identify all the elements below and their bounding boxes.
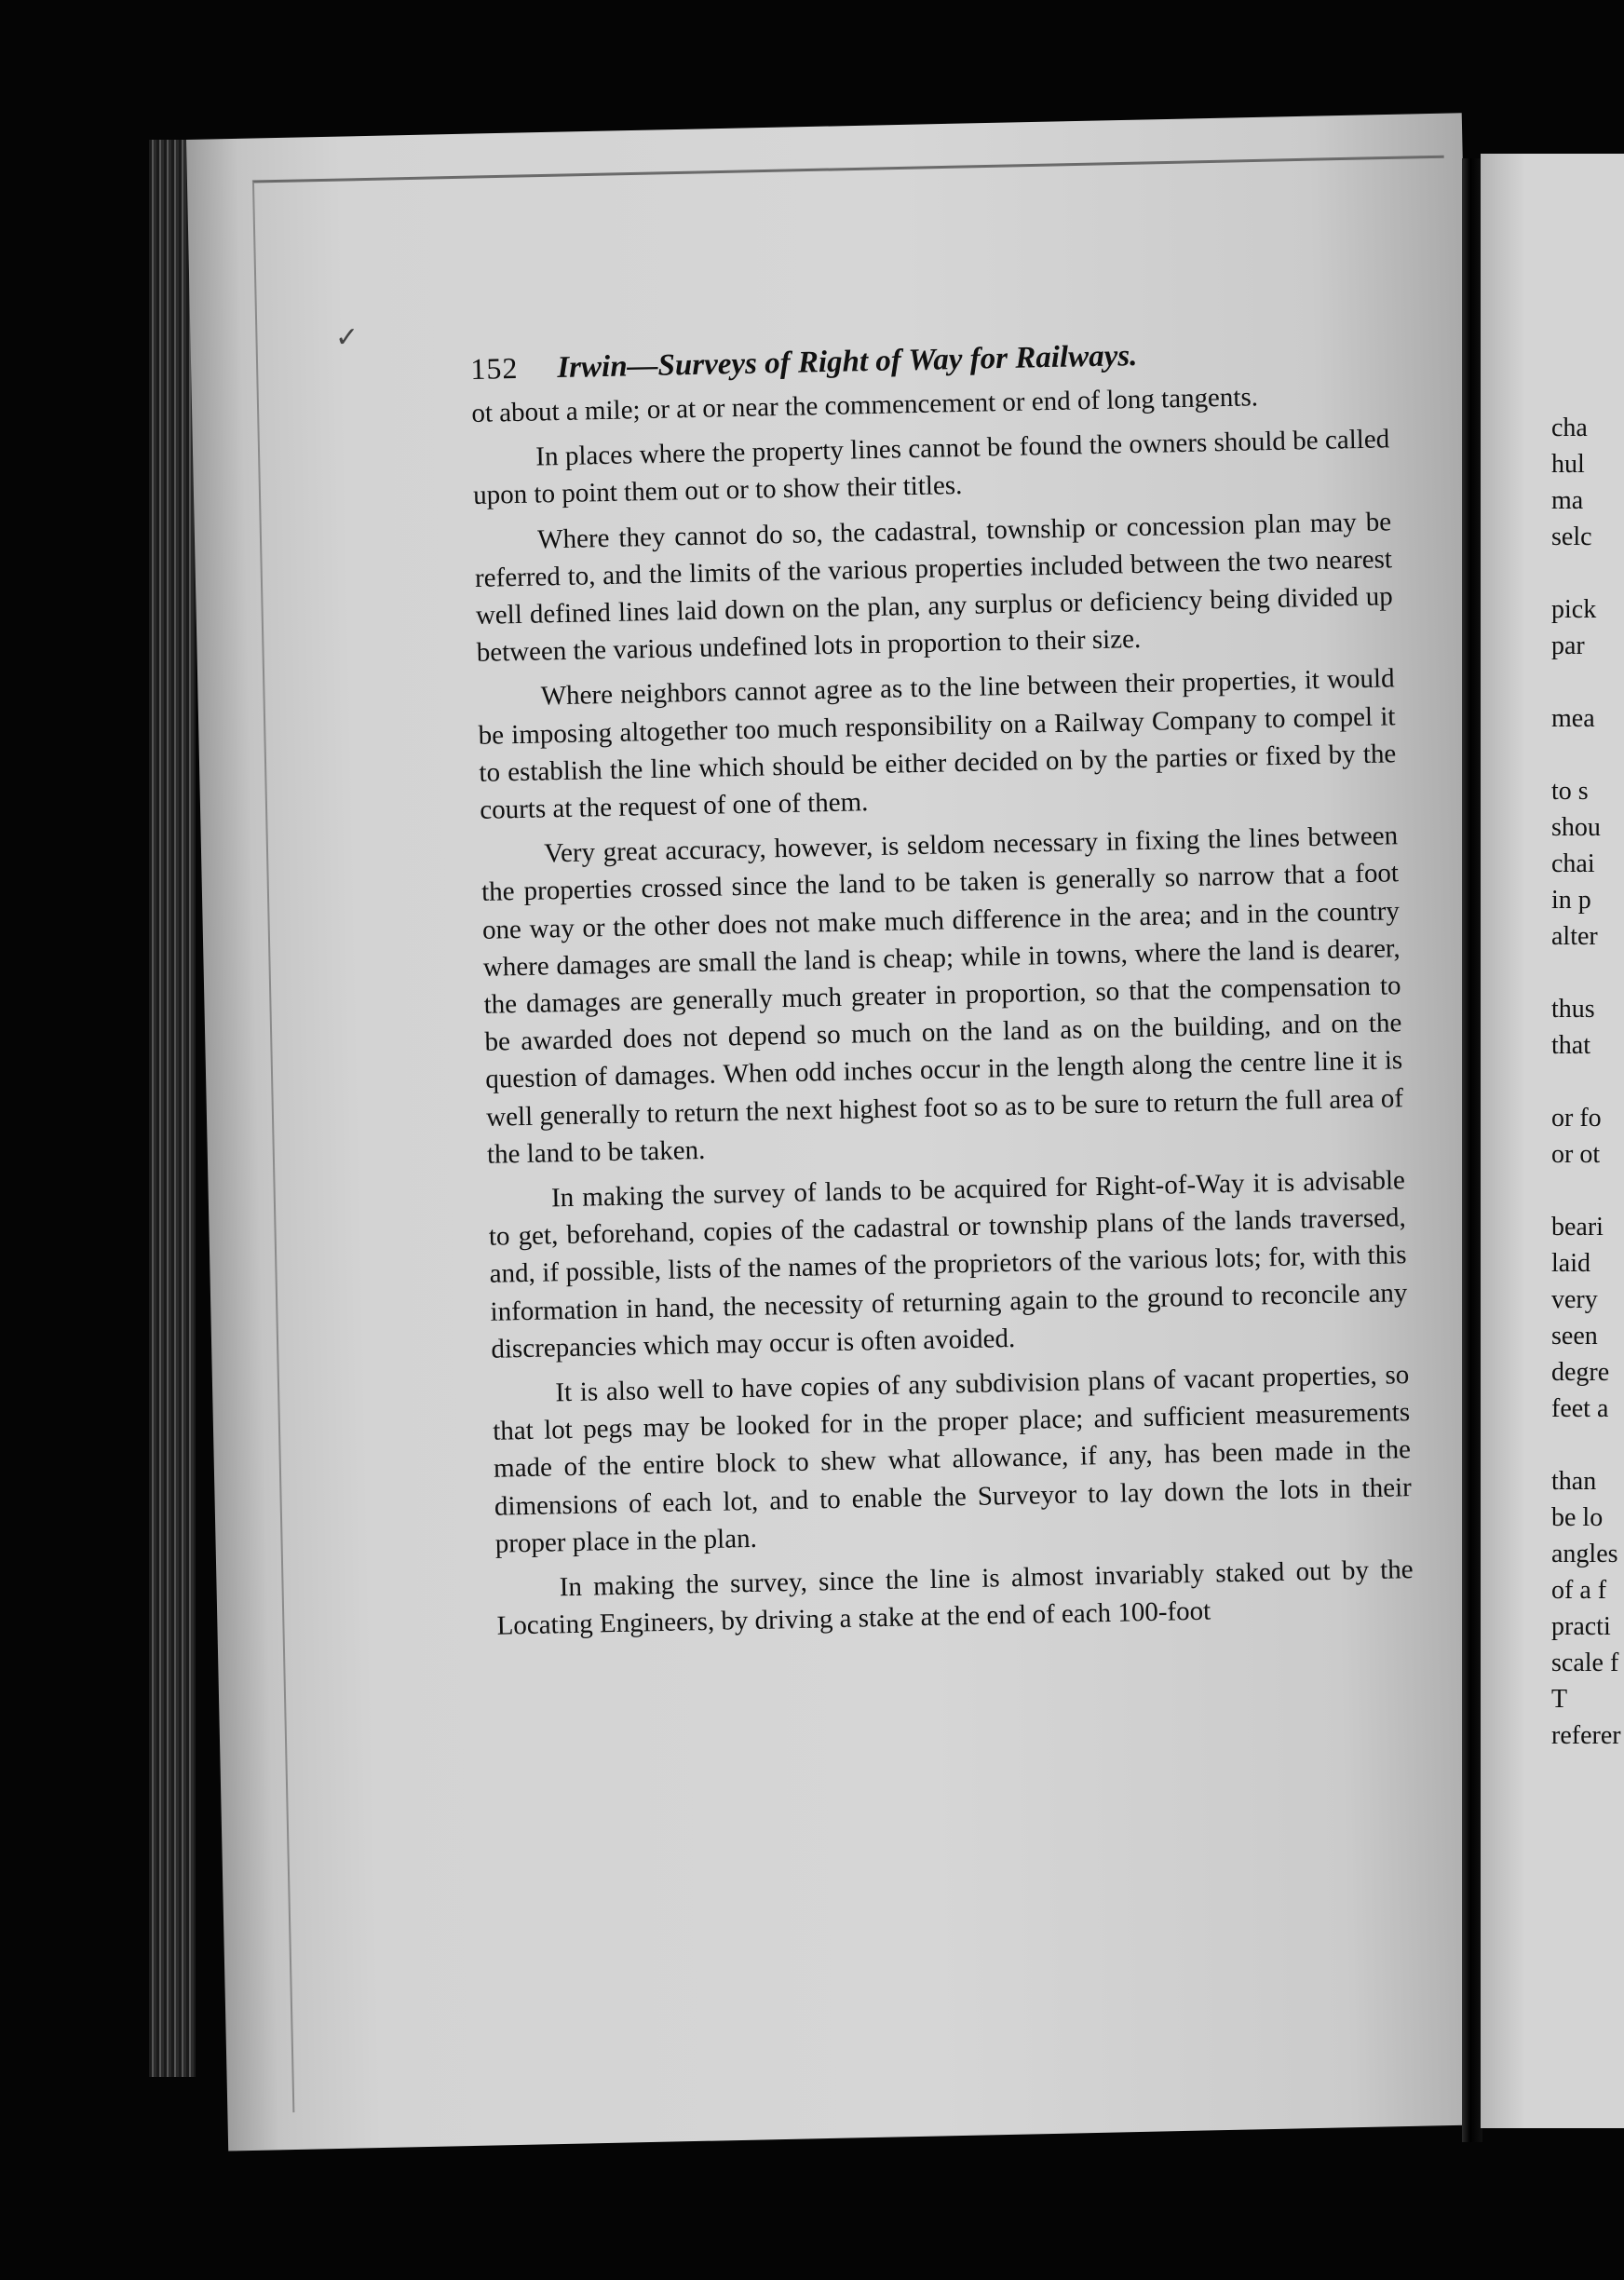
running-head: Irwin—Surveys of Right of Way for Railways. (557, 339, 1138, 386)
facing-page-line: in p (1551, 886, 1591, 915)
facing-page-line (1551, 555, 1624, 591)
facing-page-line: to s (1551, 777, 1589, 806)
facing-page-line (1551, 664, 1624, 700)
facing-page-line (1551, 1173, 1624, 1209)
facing-page-line (1551, 955, 1624, 991)
page-text-block (470, 332, 1414, 1652)
facing-page-line: scale f (1551, 1649, 1619, 1677)
paragraph: In making the survey, since the line is almost invariably staked out by the Locating Engineers, by driving a stake at the end of each 100-foot (496, 1554, 1414, 1641)
facing-page-line: or ot (1551, 1140, 1601, 1169)
facing-page-line: of a f (1551, 1576, 1607, 1605)
facing-page-line: angles (1551, 1540, 1618, 1568)
paragraph: It is also well to have copies of any subdivision plans of vacant properties, so that lot pegs may be looked for in the proper place; and sufficient measurements made of the entire block to shew what allowance, if any, has been made in the dimensions of each lot, and to enable the Surveyor to lay down the lots in their proper place in the plan. (492, 1360, 1413, 1559)
facing-page-line: seen (1551, 1322, 1598, 1350)
facing-page-line: or fo (1551, 1104, 1602, 1133)
facing-page-line: shou (1551, 813, 1601, 842)
facing-page-line: T (1551, 1685, 1568, 1714)
pencil-check-mark: ✓ (335, 322, 359, 353)
paragraph: In places where the property lines cannot be found the owners should be called upon to point them out or to show their titles. (472, 424, 1390, 511)
facing-page-line: hul (1551, 450, 1585, 479)
facing-page-line (1551, 737, 1624, 773)
paragraph: Very great accuracy, however, is seldom necessary in fixing the lines between the properties crossed since the land to be taken is generally so narrow that a foot one way or the other does not make much difference in the area; and in the country where damages are small the land is cheap; while in towns, where the land is dearer, the damages are generally much greater in proportion, so that the compensation to be awarded does not depend so much on the land as on the building, and on the question of damages. When odd inches occur in the length along the centre line it is well generally to return the next highest foot so as to be sure to return the full area of the land to be taken. (480, 821, 1404, 1170)
facing-page-line: mea (1551, 704, 1595, 733)
paragraph: In making the survey of lands to be acquired for Right-of-Way it is advisable to get, beforehand, copies of the cadastral or township plans of the lands traversed, and, if possible, lists of the names of the proprietors of the various lots; for, with this information in hand, the necessity of returning again to the ground to reconcile any discrepancies which may occur is often avoided. (488, 1165, 1408, 1364)
facing-page-line (1551, 1064, 1624, 1100)
facing-page-text (1551, 410, 1624, 1754)
facing-page-line: pick (1551, 595, 1597, 624)
page-number: 152 (470, 350, 519, 386)
book-page-edges (149, 140, 196, 2077)
facing-page-line: be lo (1551, 1503, 1604, 1532)
paragraph: Where neighbors cannot agree as to the line between their properties, it would be imposing altogether too much responsibility on a Railway Company to compel it to establish the line which should be either decided on by the parties or fixed by the courts at the request of one of them. (478, 663, 1397, 825)
facing-page-line: practi (1551, 1612, 1611, 1641)
facing-page-line: chai (1551, 849, 1595, 878)
paragraph: Where they cannot do so, the cadastral, township or concession plan may be referred to, and the limits of the various properties included between the two nearest well defined lines laid down on the plan, any surplus or deficiency being divided up between the various undefined lots in proportion to their size. (474, 506, 1394, 669)
facing-page-line: alter (1551, 922, 1598, 951)
facing-page-line: feet a (1551, 1394, 1609, 1423)
facing-page-line (1551, 1427, 1624, 1463)
facing-page-line: than (1551, 1467, 1597, 1496)
paragraph: ot about a mile; or at or near the commencement or end of long tangents. (471, 382, 1259, 428)
facing-page-line: that (1551, 1031, 1590, 1060)
book-gutter (1462, 158, 1482, 2142)
facing-page-line: selc (1551, 522, 1592, 551)
facing-page-line: degre (1551, 1358, 1610, 1387)
facing-page-line: cha (1551, 414, 1588, 442)
facing-page-line: beari (1551, 1213, 1604, 1242)
facing-page-line: referer (1551, 1721, 1621, 1750)
facing-page-line: ma (1551, 486, 1584, 515)
facing-page-line: laid (1551, 1249, 1590, 1278)
facing-page-line: par (1551, 631, 1585, 660)
facing-page-line: thus (1551, 995, 1595, 1024)
facing-page-line: very (1551, 1285, 1598, 1314)
